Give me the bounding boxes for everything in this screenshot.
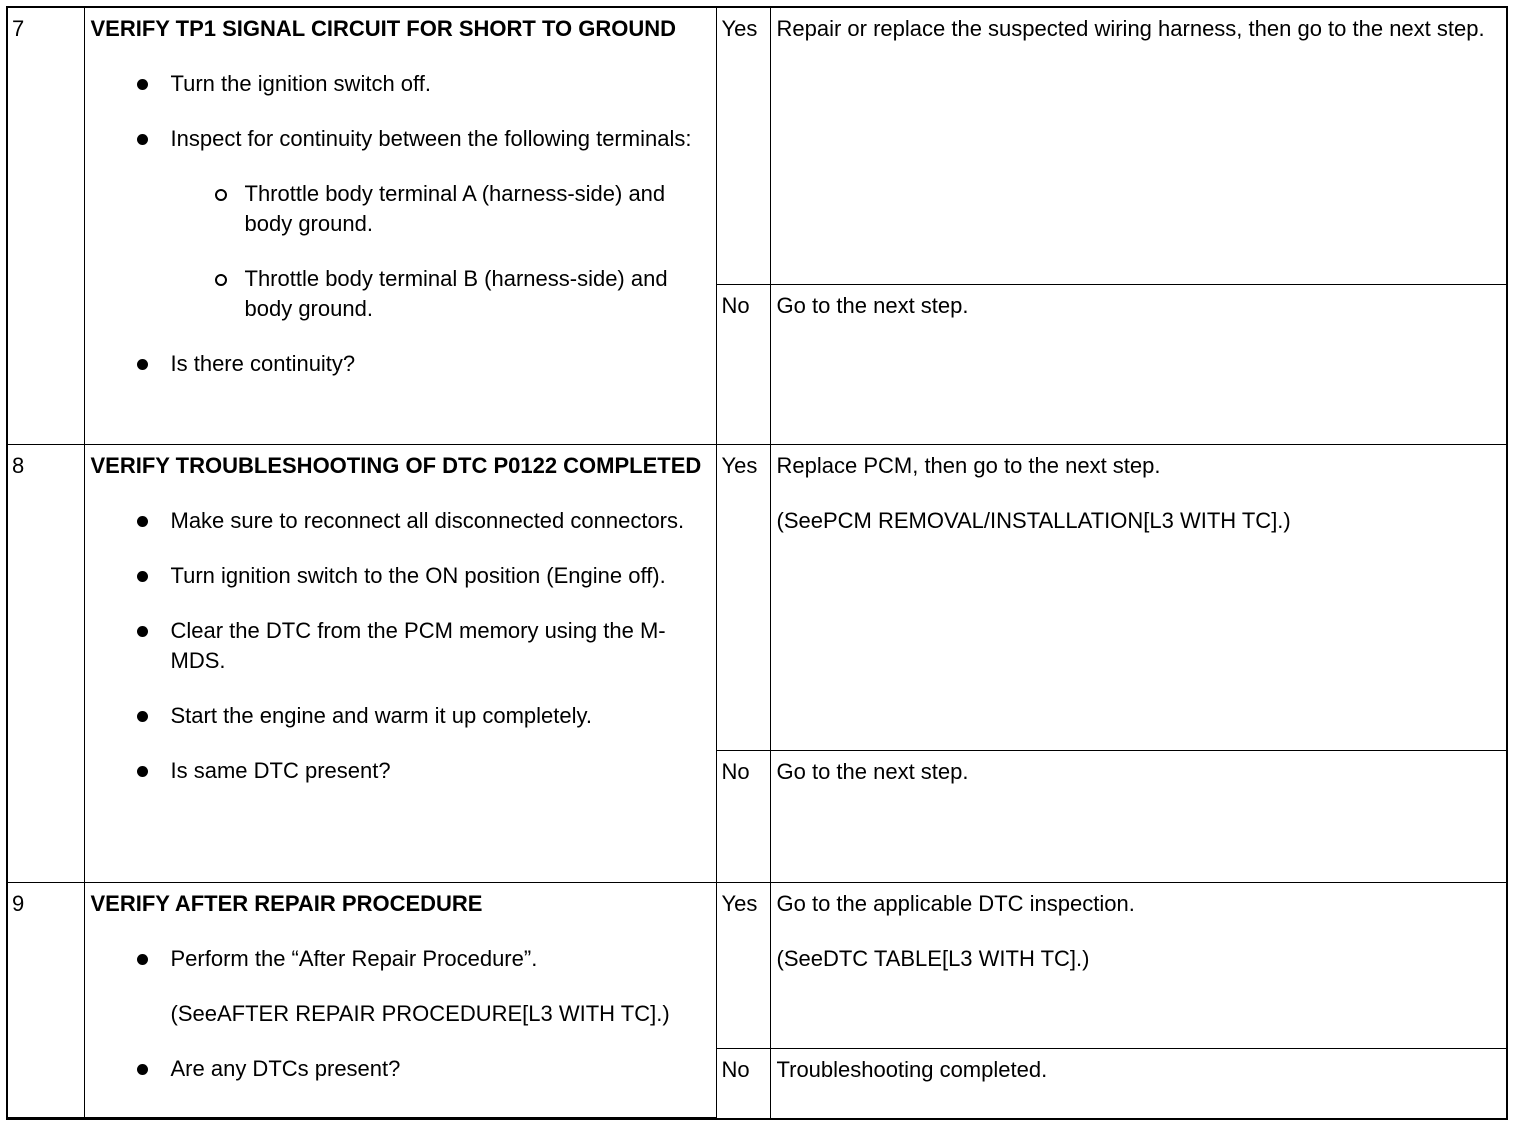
step-title: VERIFY TROUBLESHOOTING OF DTC P0122 COMPLETED [90, 452, 702, 478]
yes-action: Repair or replace the suspected wiring harness, then go to the next step. [770, 8, 1506, 284]
yes-label: Yes [716, 444, 770, 750]
step-9-inspection [84, 882, 716, 1118]
list-item: Are any DTCs present? [91, 1054, 710, 1084]
no-action: Troubleshooting completed. [770, 1048, 1506, 1118]
no-label: No [716, 284, 770, 444]
yes-cell [770, 444, 1506, 750]
no-action: Go to the next step. [770, 284, 1506, 444]
step-items [91, 506, 710, 786]
yes-label: Yes [716, 8, 770, 284]
sub-list-item: Throttle body terminal B (harness-side) and body ground. [171, 264, 710, 324]
list-item: Clear the DTC from the PCM memory using the M-MDS. [91, 616, 710, 676]
list-item: Is there continuity? [91, 349, 710, 379]
reference-link[interactable]: (SeeDTC TABLE[L3 WITH TC].) [776, 945, 1090, 971]
step-number: 7 [8, 8, 84, 444]
yes-label: Yes [716, 882, 770, 1048]
step-8-yes-row [8, 444, 1506, 750]
step-title: VERIFY AFTER REPAIR PROCEDURE [90, 890, 483, 916]
step-items [91, 944, 710, 974]
list-item: Perform the “After Repair Procedure”. [91, 944, 710, 974]
list-item: Turn ignition switch to the ON position (Engine off). [91, 561, 710, 591]
troubleshooting-table-frame [6, 6, 1508, 1120]
yes-action: Replace PCM, then go to the next step. [776, 452, 1161, 478]
reference-link[interactable]: (SeePCM REMOVAL/INSTALLATION[L3 WITH TC].) [776, 507, 1291, 533]
no-action: Go to the next step. [770, 750, 1506, 882]
list-item: Start the engine and warm it up completely. [91, 701, 710, 731]
yes-action: Go to the applicable DTC inspection. [776, 890, 1135, 916]
list-item: Turn the ignition switch off. [91, 69, 710, 99]
list-item-text: Inspect for continuity between the following terminals: [170, 126, 692, 151]
list-item [91, 124, 710, 324]
no-label: No [716, 1048, 770, 1118]
reference-link[interactable]: (SeeAFTER REPAIR PROCEDURE[L3 WITH TC].) [170, 1000, 670, 1026]
troubleshooting-table [8, 8, 1506, 1118]
sub-items [171, 179, 710, 324]
step-title: VERIFY TP1 SIGNAL CIRCUIT FOR SHORT TO GROUND [90, 16, 676, 41]
no-label: No [716, 750, 770, 882]
step-9-yes-row [8, 882, 1506, 1048]
step-number: 9 [8, 882, 84, 1118]
sub-list-item: Throttle body terminal A (harness-side) and body ground. [171, 179, 710, 239]
step-items [91, 69, 710, 379]
step-7-yes-row [8, 8, 1506, 284]
list-item: Is same DTC present? [91, 756, 710, 786]
step-items [91, 1054, 710, 1084]
step-7-inspection [84, 8, 716, 444]
step-8-inspection [84, 444, 716, 882]
list-item: Make sure to reconnect all disconnected connectors. [91, 506, 710, 536]
yes-cell [770, 882, 1506, 1048]
step-number: 8 [8, 444, 84, 882]
